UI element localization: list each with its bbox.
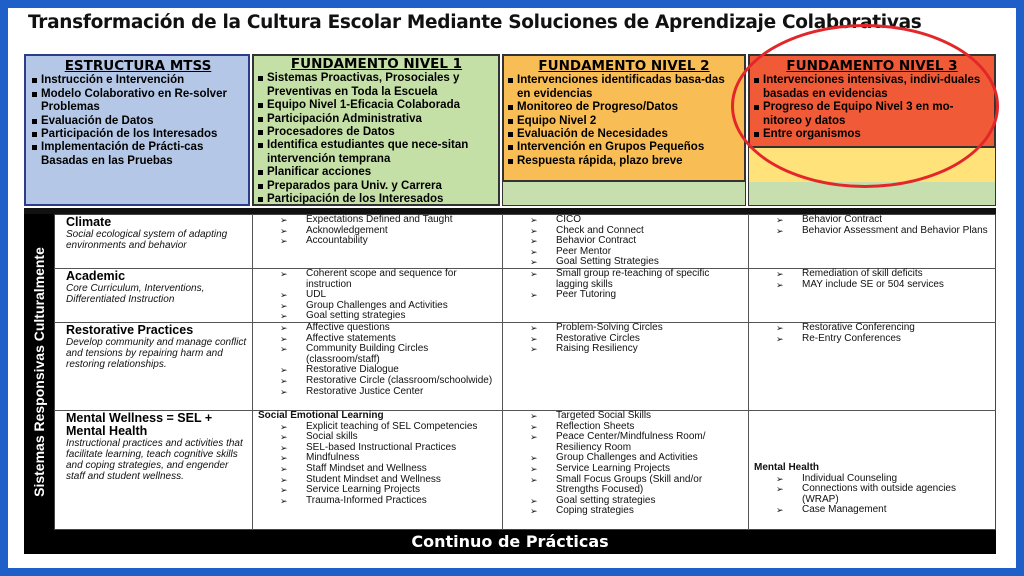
list-item: ➢ Connections with outside agencies (WRAP) (754, 484, 992, 505)
list-item: ➢ Staff Mindset and Wellness (258, 464, 498, 475)
row-academic-desc: Core Curriculum, Interventions, Differentiated Instruction (66, 283, 205, 305)
nivel2-list (508, 74, 740, 168)
list-item: ➢ Behavior Contract (754, 215, 992, 226)
list-item: ➢ Student Mindset and Wellness (258, 475, 498, 486)
list-item: Procesadores de Datos (258, 126, 495, 139)
mtss-list (32, 74, 244, 168)
list-item: ➢ Restorative Justice Center (258, 387, 498, 398)
row-climate-nivel2 (502, 214, 748, 268)
row-academic-nivel3 (748, 268, 996, 322)
list-item: ➢ SEL-based Instructional Practices (258, 443, 498, 454)
list-item: Preparados para Univ. y Carrera (258, 180, 495, 193)
list-item: ➢ Trauma-Informed Practices (258, 496, 498, 507)
list-item: ➢ Case Management (754, 505, 992, 516)
row-restorative-desc: Develop community and manage conflict and tensions by repairing harm and restoring relationships. (66, 337, 247, 370)
list-item: ➢ Expectations Defined and Taught (258, 215, 498, 226)
page-title: Transformación de la Cultura Escolar Mediante Soluciones de Aprendizaje Colaborativas (28, 12, 922, 33)
list-item: Intervención en Grupos Pequeños (508, 141, 740, 154)
list-item: ➢ Peace Center/Mindfulness Room/ Resiliency Room (508, 432, 744, 453)
mental-health-heading: Mental Health (754, 462, 820, 473)
list-item: Intervenciones intensivas, indivi-duales basadas en evidencias (754, 74, 990, 101)
list-item: Progreso de Equipo Nivel 3 en mo-nitoreo y datos (754, 101, 990, 128)
list-item: ➢ Peer Mentor (508, 247, 744, 258)
list-item: Modelo Colaborativo en Re-solver Problemas (32, 88, 244, 115)
list-item: Identifica estudiantes que nece-sitan intervención temprana (258, 139, 495, 166)
list-item: ➢ UDL (258, 290, 498, 301)
list-item: ➢ Group Challenges and Activities (508, 453, 744, 464)
list-item: Entre organismos (754, 128, 990, 141)
row-academic-nivel2 (502, 268, 748, 322)
list-item: ➢ Restorative Circle (classroom/schoolwide) (258, 376, 498, 387)
list-item: ➢ Re-Entry Conferences (754, 334, 992, 345)
list-item: Planificar acciones (258, 166, 495, 179)
mtss-header: ESTRUCTURA MTSS (64, 58, 212, 74)
footer-continuum: Continuo de Prácticas (24, 530, 996, 554)
list-item: ➢ Goal setting strategies (258, 311, 498, 322)
row-wellness-nivel2 (502, 410, 748, 530)
nivel3-header: FUNDAMENTO NIVEL 3 (786, 58, 958, 74)
list-item: Respuesta rápida, plazo breve (508, 155, 740, 168)
row-wellness-nivel3 (748, 462, 996, 530)
list-item: ➢ MAY include SE or 504 services (754, 280, 992, 291)
list-item: ➢ Service Learning Projects (258, 485, 498, 496)
list-item: ➢ Targeted Social Skills (508, 411, 744, 422)
list-item: ➢ Behavior Contract (508, 236, 744, 247)
row-academic-category (54, 268, 252, 322)
list-item: Equipo Nivel 2 (508, 115, 740, 128)
row-climate-nivel3 (748, 214, 996, 268)
list-item: ➢ Accountability (258, 236, 498, 247)
row-restorative-nivel3 (748, 322, 996, 410)
list-item: ➢ Goal setting strategies (508, 496, 744, 507)
list-item: ➢ Acknowledgement (258, 226, 498, 237)
list-item: ➢ Service Learning Projects (508, 464, 744, 475)
list-item: ➢ Individual Counseling (754, 474, 992, 485)
row-climate-desc: Social ecological system of adapting environments and behavior (66, 229, 228, 251)
list-item: ➢ Small Focus Groups (Skill and/or Strengths Focused) (508, 475, 744, 496)
row-restorative-nivel1 (252, 322, 502, 410)
list-item: Intervenciones identificadas basa-das en evidencias (508, 74, 740, 101)
list-item: Evaluación de Necesidades (508, 128, 740, 141)
list-item: ➢ Restorative Dialogue (258, 365, 498, 376)
list-item: ➢ Affective statements (258, 334, 498, 345)
list-item: ➢ Group Challenges and Activities (258, 301, 498, 312)
highlight-circle (731, 24, 999, 188)
list-item: ➢ Coping strategies (508, 506, 744, 517)
row-restorative-category (54, 322, 252, 410)
list-item: Monitoreo de Progreso/Datos (508, 101, 740, 114)
row-academic-name: Academic (66, 269, 126, 283)
side-label: Sistemas Responsivas Culturalmente (31, 247, 47, 497)
list-item: Implementación de Prácti-cas Basadas en las Pruebas (32, 141, 244, 168)
list-item: ➢ Restorative Conferencing (754, 323, 992, 334)
row-climate-nivel1 (252, 214, 502, 268)
list-item: ➢ Community Building Circles (classroom/staff) (258, 344, 498, 365)
row-climate-name: Climate (66, 215, 112, 229)
list-item: ➢ Raising Resiliency (508, 344, 744, 355)
nivel1-list (258, 72, 495, 206)
sel-heading: Social Emotional Learning (258, 410, 384, 421)
nivel2-header: FUNDAMENTO NIVEL 2 (538, 58, 710, 74)
list-item: Sistemas Proactivas, Prosociales y Preventivas en Toda la Escuela (258, 72, 495, 99)
list-item: Evaluación de Datos (32, 115, 244, 128)
list-item: ➢ Social skills (258, 432, 498, 443)
nivel2-box (502, 54, 746, 182)
list-item: ➢ Problem-Solving Circles (508, 323, 744, 334)
list-item: ➢ Restorative Circles (508, 334, 744, 345)
row-wellness-category (54, 410, 252, 530)
list-item: ➢ Mindfulness (258, 453, 498, 464)
list-item: Participación Administrativa (258, 113, 495, 126)
list-item: ➢ Explicit teaching of SEL Competencies (258, 422, 498, 433)
list-item: ➢ Peer Tutoring (508, 290, 744, 301)
mtss-box (24, 54, 250, 206)
list-item: ➢ CICO (508, 215, 744, 226)
list-item: ➢ Reflection Sheets (508, 422, 744, 433)
list-item: ➢ Coherent scope and sequence for instruction (258, 269, 498, 290)
row-wellness-nivel1 (252, 410, 502, 530)
row-restorative-nivel2 (502, 322, 748, 410)
list-item: ➢ Remediation of skill deficits (754, 269, 992, 280)
list-item: Equipo Nivel 1-Eficacia Colaborada (258, 99, 495, 112)
nivel1-header: FUNDAMENTO NIVEL 1 (290, 56, 463, 72)
row-climate-category (54, 214, 252, 268)
row-wellness-name: Mental Wellness = SEL + Mental Health (66, 411, 213, 438)
list-item: Participación de los Interesados (32, 128, 244, 141)
row-restorative-name: Restorative Practices (66, 323, 194, 337)
side-label-bar (24, 214, 54, 530)
list-item: ➢ Affective questions (258, 323, 498, 334)
list-item: ➢ Check and Connect (508, 226, 744, 237)
list-item: ➢ Small group re-teaching of specific lagging skills (508, 269, 744, 290)
row-academic-nivel1 (252, 268, 502, 322)
nivel2-green-strip (502, 182, 746, 206)
list-item: Participación de los Interesados (258, 193, 495, 206)
list-item: ➢ Goal Setting Strategies (508, 257, 744, 268)
list-item: ➢ Behavior Assessment and Behavior Plans (754, 226, 992, 237)
nivel1-box (252, 54, 500, 206)
row-wellness-desc: Instructional practices and activities that facilitate learning, teach cognitive skills and coping strategies, and engender staff and student wellness. (66, 438, 243, 482)
list-item: Instrucción e Intervención (32, 74, 244, 87)
